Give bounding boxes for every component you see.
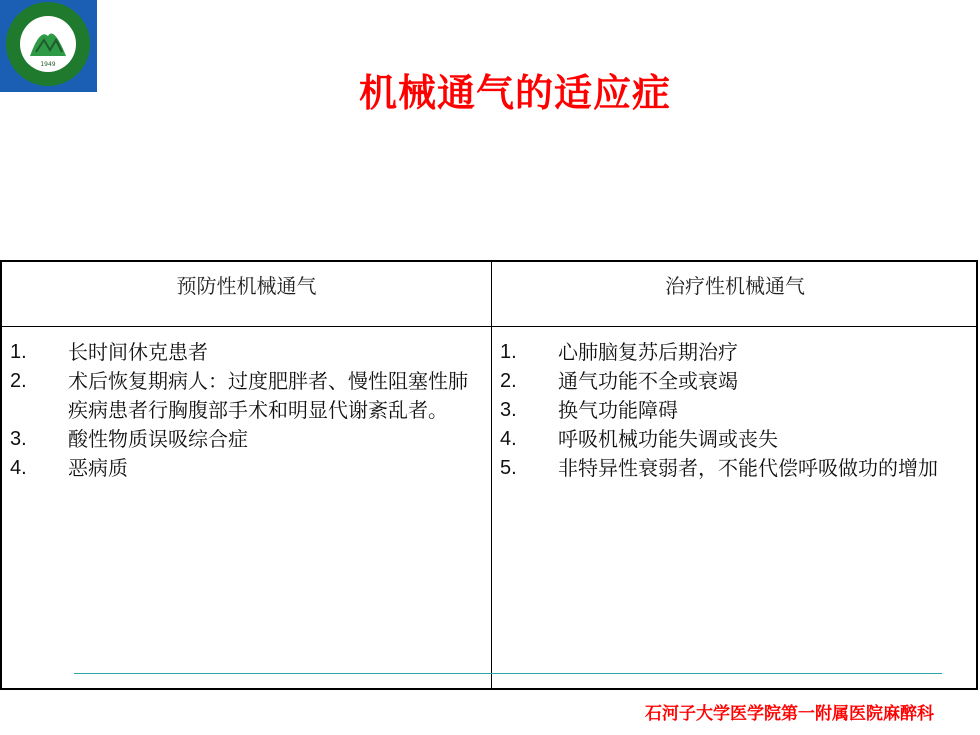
item-text: 通气功能不全或衰竭 bbox=[558, 369, 738, 393]
therapeutic-list bbox=[500, 338, 956, 483]
item-number: 3. bbox=[500, 399, 517, 421]
list-item bbox=[10, 425, 470, 454]
header-therapeutic: 治疗性机械通气 bbox=[665, 274, 805, 298]
item-number: 5. bbox=[500, 457, 517, 479]
list-item bbox=[500, 338, 956, 367]
accent-divider-line bbox=[74, 673, 942, 674]
slide-title: 机械通气的适应症 bbox=[358, 71, 671, 115]
item-number: 2. bbox=[10, 370, 27, 392]
item-text: 酸性物质误吸综合症 bbox=[68, 427, 248, 451]
list-item bbox=[500, 396, 956, 425]
footer-institution: 石河子大学医学院第一附属医院麻醉科 bbox=[645, 704, 934, 724]
item-text: 呼吸机械功能失调或丧失 bbox=[558, 427, 778, 451]
item-text: 长时间休克患者 bbox=[68, 340, 208, 364]
item-text: 恶病质 bbox=[68, 456, 128, 480]
list-item bbox=[500, 425, 956, 454]
list-item bbox=[10, 454, 470, 483]
item-text: 心肺脑复苏后期治疗 bbox=[558, 340, 738, 364]
item-number: 1. bbox=[500, 341, 517, 363]
header-divider bbox=[2, 326, 976, 327]
indications-table bbox=[0, 260, 978, 690]
item-text: 非特异性衰弱者，不能代偿呼吸做功的增加 bbox=[558, 456, 938, 480]
list-item bbox=[10, 367, 470, 425]
item-number: 3. bbox=[10, 428, 27, 450]
list-item bbox=[500, 454, 956, 483]
list-item bbox=[500, 367, 956, 396]
item-number: 4. bbox=[10, 457, 27, 479]
item-text: 术后恢复期病人：过度肥胖者、慢性阻塞性肺疾病患者行胸腹部手术和明显代谢紊乱者。 bbox=[68, 369, 468, 422]
item-number: 1. bbox=[10, 341, 27, 363]
item-number: 2. bbox=[500, 370, 517, 392]
list-item bbox=[10, 338, 470, 367]
header-preventive: 预防性机械通气 bbox=[176, 274, 317, 298]
svg-text:1949: 1949 bbox=[40, 61, 56, 68]
preventive-list bbox=[10, 338, 470, 483]
item-number: 4. bbox=[500, 428, 517, 450]
item-text: 换气功能障碍 bbox=[558, 398, 678, 422]
